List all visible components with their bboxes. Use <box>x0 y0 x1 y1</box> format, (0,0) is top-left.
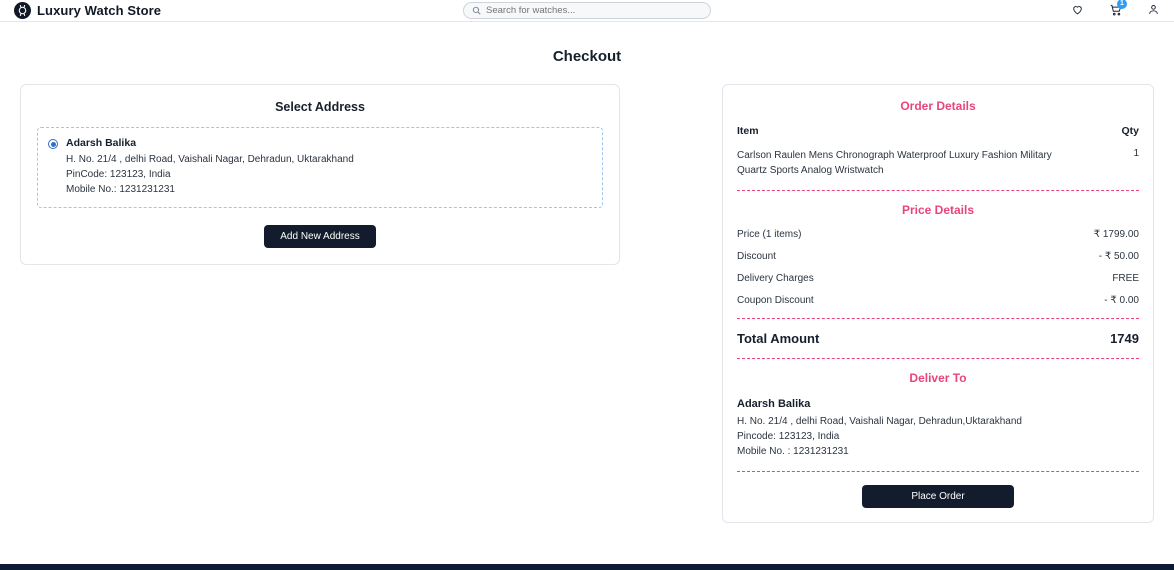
search-input[interactable] <box>486 5 702 16</box>
wishlist-heart-icon[interactable] <box>1069 1 1086 18</box>
watch-logo-icon <box>14 2 31 19</box>
cart-count-badge: 1 <box>1117 0 1127 9</box>
price-details-title: Price Details <box>901 203 975 217</box>
order-items-header <box>737 125 1139 137</box>
total-amount-row <box>737 331 1139 346</box>
column-header-qty: Qty <box>1121 125 1139 137</box>
order-item-row <box>737 148 1139 178</box>
brand-logo-link[interactable] <box>14 2 161 19</box>
total-amount-label: Total Amount <box>737 331 820 346</box>
address-mobile: Mobile No.: 1231231231 <box>66 184 175 195</box>
address-option[interactable] <box>37 127 603 208</box>
order-details-title: Order Details <box>900 99 976 113</box>
address-name: Adarsh Balika <box>66 137 137 149</box>
price-value: ₹ 1799.00 <box>1093 229 1139 240</box>
price-row-delivery <box>737 273 1139 284</box>
deliver-to-title: Deliver To <box>909 371 967 385</box>
select-address-title: Select Address <box>275 100 365 114</box>
address-street: H. No. 21/4 , delhi Road, Vaishali Nagar, Dehradun, Uktarakhand <box>66 154 354 165</box>
order-item-name: Carlson Raulen Mens Chronograph Waterproof Luxury Fashion Military Quartz Sports Analog Wristwatch <box>737 150 1052 176</box>
price-row-discount <box>737 251 1139 262</box>
place-order-row <box>737 485 1139 508</box>
deliver-to-name: Adarsh Balika <box>737 398 811 410</box>
divider-after-prices <box>737 318 1139 319</box>
order-summary-card <box>722 84 1154 523</box>
add-address-row <box>37 225 603 248</box>
discount-value: - ₹ 50.00 <box>1098 251 1139 262</box>
address-pincode: PinCode: 123123, India <box>66 169 171 180</box>
total-amount-value: 1749 <box>1110 331 1139 346</box>
divider-after-total <box>737 358 1139 359</box>
place-order-button[interactable]: Place Order <box>862 485 1014 508</box>
deliver-to-address <box>737 397 1139 459</box>
coupon-value: - ₹ 0.00 <box>1104 295 1139 306</box>
deliver-to-mobile: Mobile No. : 1231231231 <box>737 446 849 457</box>
deliver-to-pincode: Pincode: 123123, India <box>737 431 840 442</box>
delivery-value: FREE <box>1112 273 1139 284</box>
user-account-icon[interactable] <box>1145 1 1162 18</box>
address-details <box>66 136 354 197</box>
divider-after-deliver <box>737 471 1139 472</box>
discount-label: Discount <box>737 251 776 262</box>
search-box[interactable] <box>463 2 711 19</box>
footer-strip <box>0 564 1174 570</box>
header-icon-group <box>1069 1 1162 18</box>
coupon-label: Coupon Discount <box>737 295 814 306</box>
brand-name: Luxury Watch Store <box>37 3 162 18</box>
divider-after-items <box>737 190 1139 191</box>
address-radio-selected[interactable] <box>48 139 58 149</box>
price-row-price <box>737 229 1139 240</box>
page-title: Checkout <box>552 48 622 65</box>
cart-icon[interactable] <box>1107 1 1124 18</box>
deliver-to-street: H. No. 21/4 , delhi Road, Vaishali Nagar, Dehradun,Uktarakhand <box>737 416 1022 427</box>
search-container <box>463 2 711 19</box>
add-new-address-button[interactable]: Add New Address <box>264 225 376 248</box>
select-address-card <box>20 84 620 265</box>
price-row-coupon <box>737 295 1139 306</box>
search-icon <box>472 2 481 20</box>
top-navbar <box>0 0 1174 22</box>
order-item-qty: 1 <box>1133 148 1139 159</box>
delivery-label: Delivery Charges <box>737 273 814 284</box>
checkout-content <box>0 84 1174 523</box>
price-label: Price (1 items) <box>737 229 802 240</box>
column-header-item: Item <box>737 125 759 137</box>
